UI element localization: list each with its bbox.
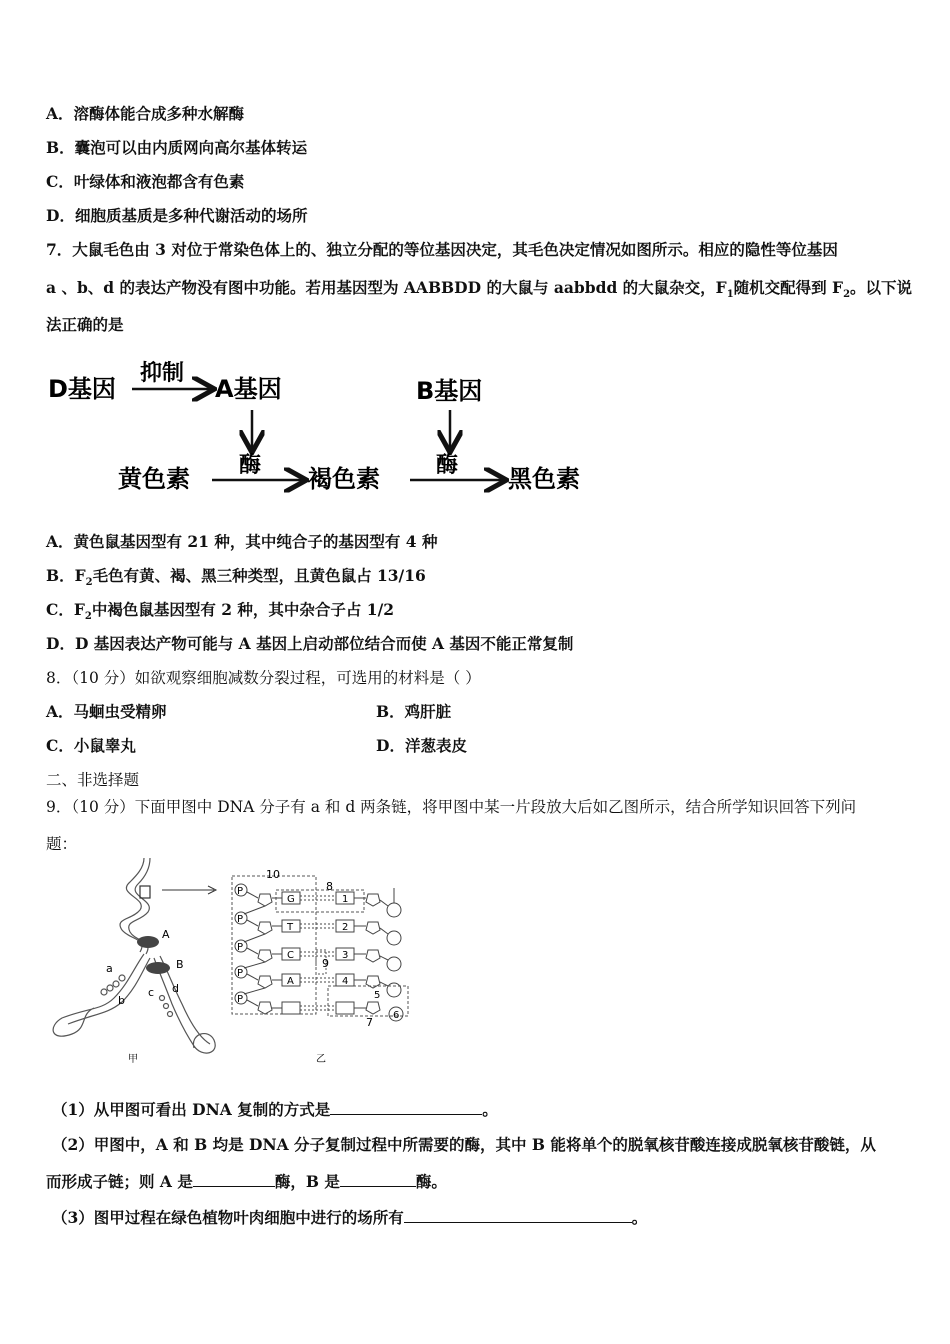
q7-option-b: B．$F_2$毛色有黄、褐、黑三种类型，且黄色鼠占 13/16 [46,566,426,589]
q7-option-c: C．$F_2$中褐色鼠基因型有 2 种，其中杂合子占 1/2 [46,600,395,623]
label-1: 1 [342,894,349,905]
base-A: A [287,976,294,987]
label-2: 2 [342,922,349,933]
b-gene-label: B基因 [416,377,483,405]
label-B: B [176,958,184,971]
q8-option-a: A．马蛔虫受精卵 [46,702,167,721]
q7-option-d: D．D 基因表达产物可能与 A 基因上启动部位结合而使 A 基因不能正常复制 [46,634,574,653]
q8-option-d: D．洋葱表皮 [376,736,467,755]
label-8: 8 [326,880,333,893]
q8-option-c: C．小鼠睾丸 [46,736,136,755]
label-5: 5 [374,990,381,1001]
q9-stem-line1: 9．（10 分）下面甲图中 DNA 分子有 a 和 d 两条链，将甲图中某一片段放大后如乙图所示，结合所学知识回答下列问 [46,798,857,816]
q8-option-b: B．鸡肝脏 [376,702,452,721]
q6-option-d: D．细胞质基质是多种代谢活动的场所 [46,206,308,225]
q9-sub2-line2: 而形成子链；则 A 是 酶，B 是 酶。 [46,1172,447,1191]
label-a: a [106,962,113,975]
brown-pigment-label: 褐色素 [308,465,380,493]
q7-option-a: A．黄色鼠基因型有 21 种，其中纯合子的基因型有 4 种 [46,532,438,551]
label-P3: P [237,942,244,953]
label-P1: P [237,886,244,897]
enlarged-segment-box [140,886,150,898]
inhibit-label: 抑制 [140,361,185,386]
label-3: 3 [342,950,349,961]
a-gene-label: A基因 [215,375,282,403]
pigment-pathway-diagram [40,352,620,502]
base-G: G [287,894,295,905]
label-9: 9 [322,957,329,970]
enzyme1-label: 酶 [239,453,262,478]
label-P5: P [237,994,244,1005]
answer-blank-1[interactable] [330,1100,482,1115]
enzyme-a-blob [137,936,159,948]
q9-sub2-line1: （2）甲图中，A 和 B 均是 DNA 分子复制过程中所需要的酶，其中 B 能将单个的脱氧核苷酸连接成脱氧核苷酸链，从 [52,1135,876,1154]
q6-option-a: A．溶酶体能合成多种水解酶 [46,104,245,123]
q9-sub1: （1）从甲图可看出 DNA 复制的方式是 。 [52,1100,498,1119]
q6-option-b: B．囊泡可以由内质网向高尔基体转运 [46,138,308,157]
label-4: 4 [342,976,349,987]
q7-stem-line2: a 、b、d 的表达产物没有图中功能。若用基因型为 AABBDD 的大鼠与 aabbdd 的大鼠杂交，$F_1$随机交配得到 $F_2$。以下说 [46,278,913,301]
q7-stem-line1: 7．大鼠毛色由 3 对位于常染色体上的、独立分配的等位基因决定，其毛色决定情况如图所示。相应的隐性等位基因 [46,240,838,259]
label-10: 10 [266,868,280,881]
daughter-strand-left [53,954,144,1036]
base-T: T [287,922,294,933]
q9-stem-line2: 题： [46,835,78,853]
fig-yi-caption: 乙 [316,1054,326,1065]
label-d: d [172,982,179,995]
q6-option-c: C．叶绿体和液泡都含有色素 [46,172,245,191]
label-P2: P [237,914,244,925]
q9-sub3: （3）图甲过程在绿色植物叶肉细胞中进行的场所有 。 [52,1208,648,1227]
answer-blank-3[interactable] [340,1172,416,1187]
black-pigment-label: 黑色素 [508,465,580,493]
answer-blank-2[interactable] [193,1172,275,1187]
enzyme2-label: 酶 [436,453,459,478]
answer-blank-4[interactable] [404,1208,632,1223]
label-A: A [162,928,170,941]
q7-stem-line3: 法正确的是 [46,315,124,334]
label-b: b [118,994,125,1007]
label-6: 6 [393,1010,400,1021]
enzyme-b-blob [146,962,170,974]
d-gene-label: D基因 [48,375,116,403]
yellow-pigment-label: 黄色素 [118,465,190,493]
base-C: C [287,950,294,961]
fig-jia-caption: 甲 [128,1054,138,1065]
dna-replication-figure [44,858,424,1068]
label-P4: P [237,968,244,979]
label-7: 7 [366,1016,373,1029]
q8-stem: 8．（10 分）如欲观察细胞减数分裂过程，可选用的材料是（ ） [46,669,481,687]
section-heading: 二、非选择题 [46,771,140,789]
label-c: c [148,986,155,999]
